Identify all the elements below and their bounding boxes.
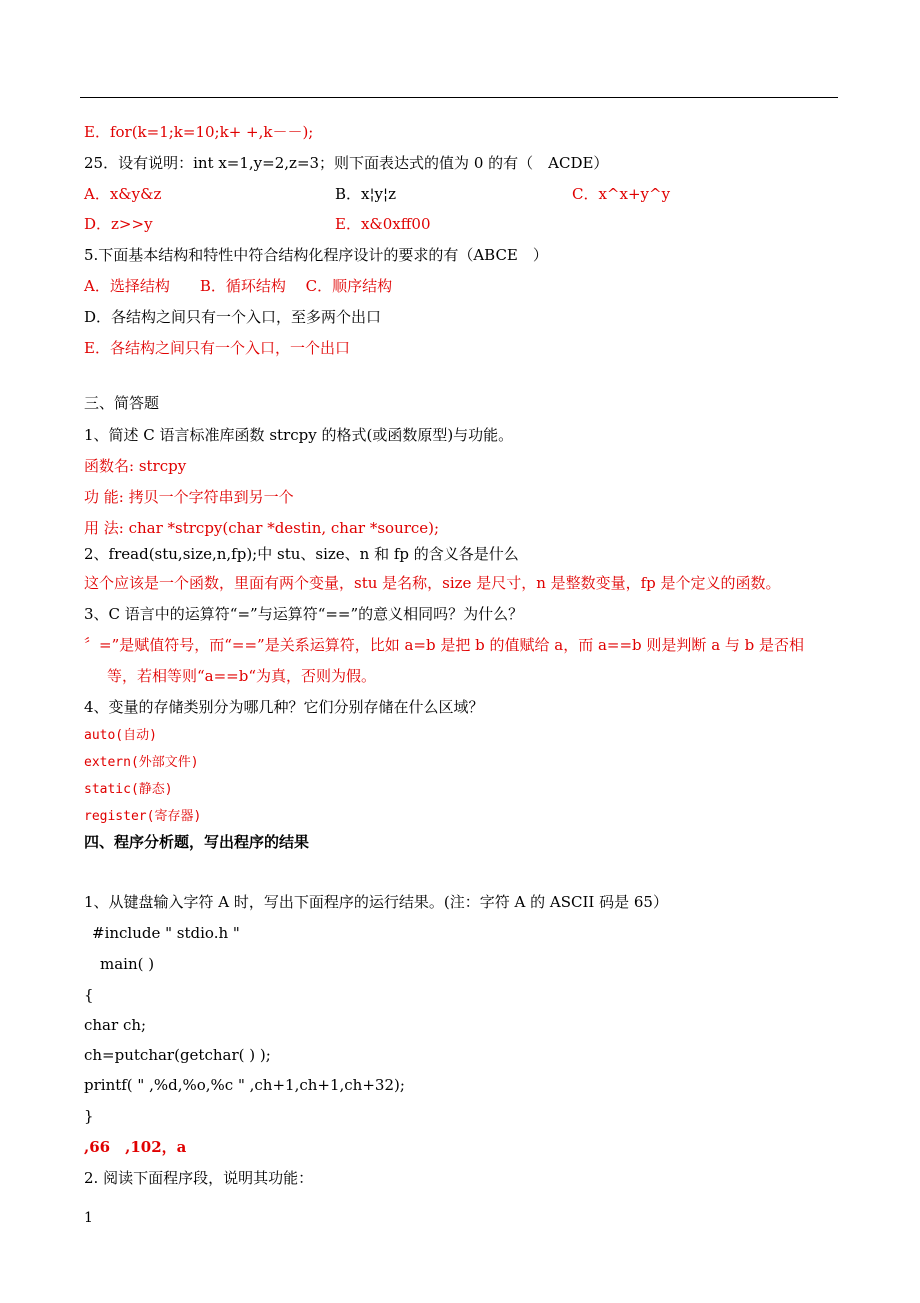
q25-option-b: B．x¦y¦z bbox=[335, 185, 396, 203]
s3-a3-line1: 〞=”是赋值符号，而“==”是关系运算符，比如 a=b 是把 b 的值赋给 a，而 a==b 则是判断 a 与 b 是否相 bbox=[84, 636, 805, 654]
s3-q3: 3、C 语言中的运算符“=”与运算符“==”的意义相同吗？为什么？ bbox=[84, 605, 524, 623]
code-line: ch=putchar(getchar( ) ); bbox=[84, 1046, 271, 1064]
code-line: main( ) bbox=[100, 955, 155, 973]
s4-q1: 1、从键盘输入字符 A 时，写出下面程序的运行结果。(注：字符 A 的 ASCII 码是 65） bbox=[84, 893, 668, 911]
s3-q4: 4、变量的存储类别分为哪几种？它们分别存储在什么区域？ bbox=[84, 698, 484, 716]
q5-option-e: E．各结构之间只有一个入口，一个出口 bbox=[84, 339, 350, 357]
code-line: } bbox=[84, 1107, 94, 1125]
section4-title: 四、程序分析题，写出程序的结果 bbox=[84, 833, 310, 851]
code-line: char ch; bbox=[84, 1016, 147, 1034]
code-line: #include " stdio.h " bbox=[92, 924, 240, 942]
code-line: { bbox=[84, 986, 94, 1004]
s3-a1-name: 函数名: strcpy bbox=[84, 457, 187, 475]
q25-option-e: E．x&0xff00 bbox=[335, 215, 431, 233]
q25-option-c: C．x^x+y^y bbox=[572, 185, 671, 203]
s3-a4-item: extern(外部文件) bbox=[84, 755, 199, 770]
s3-a2: 这个应该是一个函数，里面有两个变量，stu 是名称，size 是尺寸，n 是整数变量，fp 是个定义的函数。 bbox=[84, 574, 781, 592]
q25-stem: 25．设有说明：int x=1,y=2,z=3；则下面表达式的值为 0 的有（ ACDE） bbox=[84, 154, 609, 172]
s3-a1-usage: 用 法: char *strcpy(char *destin, char *source); bbox=[84, 519, 440, 537]
q5-stem: 5.下面基本结构和特性中符合结构化程序设计的要求的有（ABCE ） bbox=[84, 246, 548, 264]
s4-q1-answer: ,66 ,102，a bbox=[84, 1138, 187, 1156]
q25-option-d: D．z>>y bbox=[84, 215, 153, 233]
q24-option-e: E．for(k=1;k=10;k+ +,k－－); bbox=[84, 123, 314, 141]
s3-a4-item: static(静态) bbox=[84, 782, 173, 797]
section3-title: 三、简答题 bbox=[84, 394, 160, 412]
code-line: printf( " ,%d,%o,%c " ,ch+1,ch+1,ch+32); bbox=[84, 1076, 405, 1094]
header-rule bbox=[80, 97, 838, 98]
s3-a1-func: 功 能: 拷贝一个字符串到另一个 bbox=[84, 488, 294, 506]
s3-a4-item: auto(自动) bbox=[84, 728, 157, 743]
s3-a4-item: register(寄存器) bbox=[84, 809, 202, 824]
q25-option-a: A．x&y&z bbox=[84, 185, 162, 203]
page-number: 1 bbox=[84, 1210, 93, 1226]
s3-a3-line2: 等，若相等则“a==b“为真，否则为假。 bbox=[107, 667, 377, 685]
s4-q2: 2. 阅读下面程序段，说明其功能： bbox=[84, 1169, 314, 1187]
q5-options-abc: A．选择结构 B．循环结构 C．顺序结构 bbox=[84, 277, 393, 295]
s3-q1: 1、简述 C 语言标准库函数 strcpy 的格式(或函数原型)与功能。 bbox=[84, 426, 514, 444]
q5-option-d: D．各结构之间只有一个入口，至多两个出口 bbox=[84, 308, 382, 326]
s3-q2: 2、fread(stu,size,n,fp);中 stu、size、n 和 fp 的含义各是什么 bbox=[84, 545, 519, 563]
